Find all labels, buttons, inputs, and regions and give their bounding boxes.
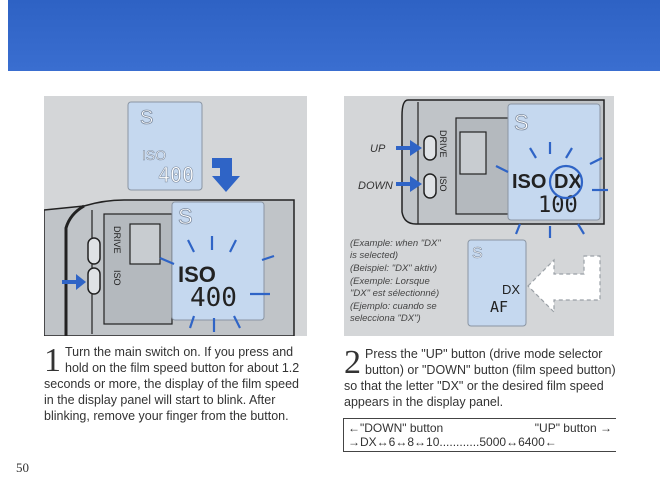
iso-button — [88, 268, 100, 294]
camera-iso-label: ISO — [438, 176, 448, 192]
film-speed-sequence-box — [343, 418, 616, 452]
step-1-paragraph — [44, 344, 312, 424]
step-1-number: 1 — [44, 342, 61, 379]
example-caption — [350, 238, 441, 324]
lcd-small-af: AF — [490, 298, 509, 316]
header-banner — [8, 0, 660, 71]
lcd-small-s: S — [472, 245, 483, 262]
example-line: "DX" est sélectionné) — [350, 288, 440, 299]
figure-1-illustration — [44, 96, 307, 336]
camera-drive-label: DRIVE — [438, 130, 448, 158]
lcd-top-s: S — [140, 107, 154, 129]
up-button — [424, 136, 436, 160]
example-line: (Example: when "DX" — [350, 238, 441, 249]
lcd-main-iso: ISO — [178, 262, 216, 287]
pointer-arrow-icon — [528, 256, 600, 312]
lcd-main-value: 100 — [538, 193, 578, 218]
example-line: is selected) — [350, 250, 399, 261]
lcd-main-s: S — [178, 204, 193, 229]
film-speed-sequence: →DX↔6↔8↔10............5000↔6400← — [348, 435, 557, 449]
example-line: (Beispiel: "DX" aktiv) — [350, 263, 437, 274]
down-button — [424, 174, 436, 198]
drive-button — [88, 238, 100, 264]
figure-step-1 — [44, 96, 307, 336]
up-button-direction: "UP" button → — [534, 421, 612, 435]
figure-step-2 — [344, 96, 614, 336]
up-label: UP — [370, 143, 386, 155]
down-button-direction: ←"DOWN" button — [348, 421, 444, 435]
down-label: DOWN — [358, 180, 393, 192]
example-line: (Exemple: Lorsque — [350, 276, 430, 287]
step-2-text: Press the "UP" button (drive mode selector button) or "DOWN" button (film speed button) so that the letter "DX" or the desired film speed appears in the display panel. — [344, 347, 616, 409]
figure-2-illustration — [344, 96, 614, 336]
lcd-top-iso: ISO — [142, 147, 167, 163]
step-2-number: 2 — [344, 344, 361, 381]
lcd-main-iso: ISO — [512, 171, 547, 193]
lcd-main-panel — [508, 104, 600, 220]
step-1-text: Turn the main switch on. If you press and hold on the film speed button for about 1.2 seconds or more, the display of the film speed in the display panel will start to blink. After blinking, remove your finger from the button. — [44, 345, 300, 423]
lcd-main-s: S — [514, 110, 529, 135]
lcd-main-panel — [172, 202, 264, 320]
lcd-main-dx: DX — [554, 171, 582, 193]
lcd-small-dx: DX — [502, 282, 521, 297]
lcd-small-panel — [468, 240, 526, 326]
bent-arrow-icon — [212, 158, 240, 192]
example-line: selecciona "DX") — [350, 313, 421, 324]
camera-iso-label: ISO — [112, 270, 122, 286]
lcd-top-value: 400 — [158, 163, 195, 187]
step-2-paragraph — [344, 346, 616, 410]
lcd-main-value: 400 — [190, 283, 237, 313]
page-number: 50 — [16, 460, 29, 475]
camera-drive-label: DRIVE — [112, 226, 122, 254]
lcd-top-panel — [128, 102, 202, 190]
example-line: (Ejemplo: cuando se — [350, 301, 437, 312]
